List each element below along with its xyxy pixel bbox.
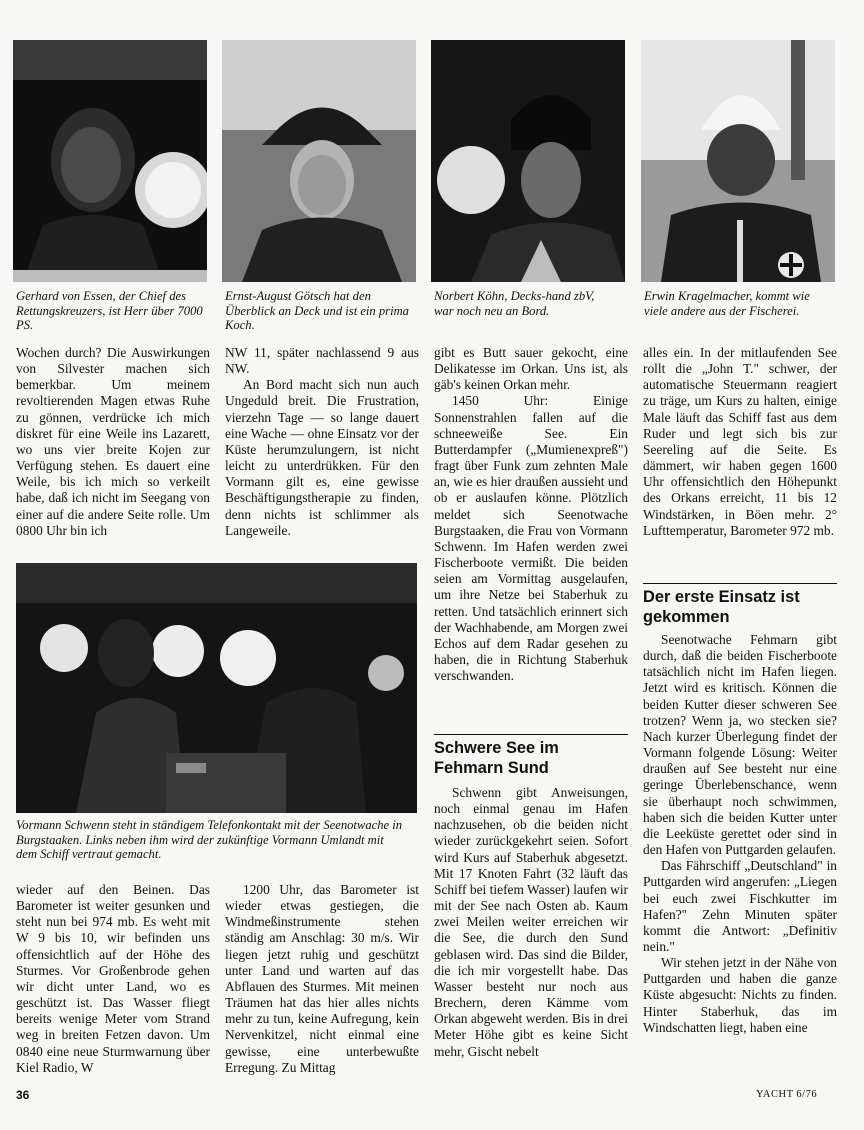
caption-photo-1: Gerhard von Essen, der Chief des Rettungskreuzers, ist Herr über 7000 PS.: [16, 289, 203, 333]
column-3-bottom: [434, 785, 628, 1060]
paragraph: alles ein. In der mitlaufenden See rollt die „John T." schwer, der automatische Steuermann reagiert zu träge, um Kurs zu halten, einige Male läuft das Schiff fast aus dem Ruder und legt sich bis zur Seereling auf die Seite. Es dämmert, wir haben gegen 1600 Uhr offensichtlich den Höhepunkt des Orkans erreicht, 11 bis 12 Windstärken, in Böen mehr. 2° Lufttemperatur, Barometer 972 mb.: [643, 345, 837, 538]
paragraph: wieder auf den Beinen. Das Barometer ist weiter gesunken und steht nun bei 974 mb. Es weht mit W 9 bis 10, wir befinden uns offensichtlich auf der Höhe des Sturmes. Vor Großenbrode gehen wir dicht unter Land, wo es geschützt ist. Das Wasser fliegt bereits wenige Meter vom Strand weg in breiten Fetzen davon. Um 0840 eine neue Sturmwarnung über Kiel Radio, W: [16, 882, 210, 1075]
paragraph: Wochen durch? Die Auswirkungen von Silvester machen sich bemerkbar. Um meinem revoltierenden Magen etwas Ruhe zu gönnen, verdrücke ich mich diskret für eine Weile ins Lazarett, wo uns vier breite Kojen zur Verfügung stehen. Es dauert eine Weile, bis ich mich so verkeilt habe, daß ich nicht im Seegang von einer auf die andere Seite rolle. Um 0800 Uhr bin ich: [16, 345, 210, 538]
photo-bridge-interior: [16, 563, 417, 813]
caption-photo-3: Norbert Köhn, Decks-hand zbV, war noch neu an Bord.: [434, 289, 595, 318]
paragraph: 1200 Uhr, das Barometer ist wieder etwas gestiegen, die Windmeßinstrumente stehen ständig am Anschlag: 30 m/s. Wir liegen jetzt ruhig und geschützt unter Land und warten auf das Abflauen des Sturmes. Mit meinen Träumen hat das hier alles nichts mehr zu tun, keine Aufregung, kein Nervenkitzel, nicht einmal eine gewisse, eine unterbewußte Erregung. Zu Mittag: [225, 882, 419, 1075]
column-4-bottom: [643, 632, 837, 1036]
magazine-issue: YACHT 6/76: [756, 1089, 818, 1100]
photo-gerhard-von-essen: [13, 40, 207, 282]
column-1-bottom: [16, 882, 210, 1076]
page-number: 36: [16, 1088, 30, 1102]
column-2-top: [225, 345, 419, 539]
caption-photo-2: Ernst-August Götsch hat den Überblick an Deck und ist ein prima Koch.: [225, 289, 409, 333]
column-3-top: [434, 345, 628, 684]
photo-erwin-kragelmacher: [641, 40, 835, 282]
paragraph: Schwenn gibt Anweisungen, noch einmal genau im Hafen nachzusehen, ob die beiden nicht wieder zurückgekehrt seien. Sofort wird Kurs auf Staberhuk abgesetzt. Mit 17 Knoten Fahrt (32 läuft das Schiff bei tiefem Wasser) laufen wir mit der See nach Osten ab. Kaum zwei Meilen weiter erreichen wir die See, die durch den Sund geblasen wird. Das sind die Bilder, die ich mir vorgestellt habe. Das Wasser besteht nur noch aus Brechern, deren Kämme vom Orkan abgeweht werden. Bis in drei Meter Höhe gibt es keine Sicht mehr, Gischt nebelt: [434, 785, 628, 1059]
heading-rule: [643, 583, 837, 584]
paragraph: gibt es Butt sauer gekocht, eine Delikatesse im Orkan. Uns ist, als gäb's keinen Orkan mehr.: [434, 345, 628, 393]
paragraph: NW 11, später nachlassend 9 aus NW.: [225, 345, 419, 377]
portrait-porthole-image: [13, 40, 207, 282]
section-heading-schwere-see: Schwere See im Fehmarn Sund: [434, 739, 559, 777]
portrait-woolly-hat-image: [641, 40, 835, 282]
portrait-knit-hat-image: [431, 40, 625, 282]
photo-norbert-koehn: [431, 40, 625, 282]
paragraph: Seenotwache Fehmarn gibt durch, daß die beiden Fischerboote tatsächlich nicht im Hafen liegen. Jetzt wird es kritisch. Können die beiden Kutter dieser schweren See trotzen? Wenn ja, wo stecken sie? Nach kurzer Überlegung findet der Vormann folgende Lösung: Weiter draußen auf See besteht nur eine geringe Überlebenschance, wenn sie überhaupt noch schwimmen, haben sich die beiden Kutter unter die Leeküste gerettet oder sind in den Hafen von Puttgarden gelaufen.: [643, 632, 837, 858]
portrait-cap-image: [222, 40, 416, 282]
paragraph: 1450 Uhr: Einige Sonnenstrahlen fallen auf die schneeweiße See. Ein Butterdampfer („Mumienexpreß") fragt über Funk zum zehnten Male an, wie es hier draußen aussieht und ob er auslaufen könne. Plötzlich meldet sich Seenotwache Burgstaaken, die Frau von Vormann Schwenn. Im Hafen werden zwei Fischerboote vermißt. Die beiden seien am Vormittag ausgelaufen, um ihre Netze bei Staberhuk zu retten. Und tatsächlich erinnert sich der Wachhabende, am Morgen zwei Echos auf dem Radar gesehen zu haben, die in Richtung Staberhuk verschwanden.: [434, 393, 628, 684]
paragraph: Das Fährschiff „Deutschland" in Puttgarden wird angerufen: „Liegen bei euch zwei Fischkutter im Hafen?" Zehn Minuten später kommt die Antwort: „Definitiv nein.": [643, 858, 837, 954]
column-4-top: [643, 345, 837, 539]
bridge-interior-image: [16, 563, 417, 813]
column-1-top: [16, 345, 210, 539]
photo-ernst-august-goetsch: [222, 40, 416, 282]
caption-photo-4: Erwin Kragelmacher, kommt wie viele andere aus der Fischerei.: [644, 289, 810, 318]
heading-rule: [434, 734, 628, 735]
paragraph: Wir stehen jetzt in der Nähe von Puttgarden und haben die ganze Küste abgesucht: Nichts zu finden. Hinter Staberhuk, das im Windschatten liegt, haben eine: [643, 955, 837, 1035]
column-2-bottom: [225, 882, 419, 1076]
section-heading-erster-einsatz: Der erste Einsatz ist gekommen: [643, 588, 800, 626]
paragraph: An Bord macht sich nun auch Ungeduld breit. Die Frustration, vierzehn Tage — so lange dauert eine Wache — ohne Einsatz vor der Küste herumzulungern, ist nicht leicht zu unterdrükken. Für den Vormann gilt es, eine gewisse Beschäftigungstherapie zu finden, denn nichts ist schlimmer als Langeweile.: [225, 377, 419, 538]
caption-photo-5: Vormann Schwenn steht in ständigem Telefonkontakt mit der Seenotwache in Burgstaaken. Links neben ihm wird der zukünftige Vormann Umlandt mit dem Schiff vertraut gemacht.: [16, 818, 403, 862]
